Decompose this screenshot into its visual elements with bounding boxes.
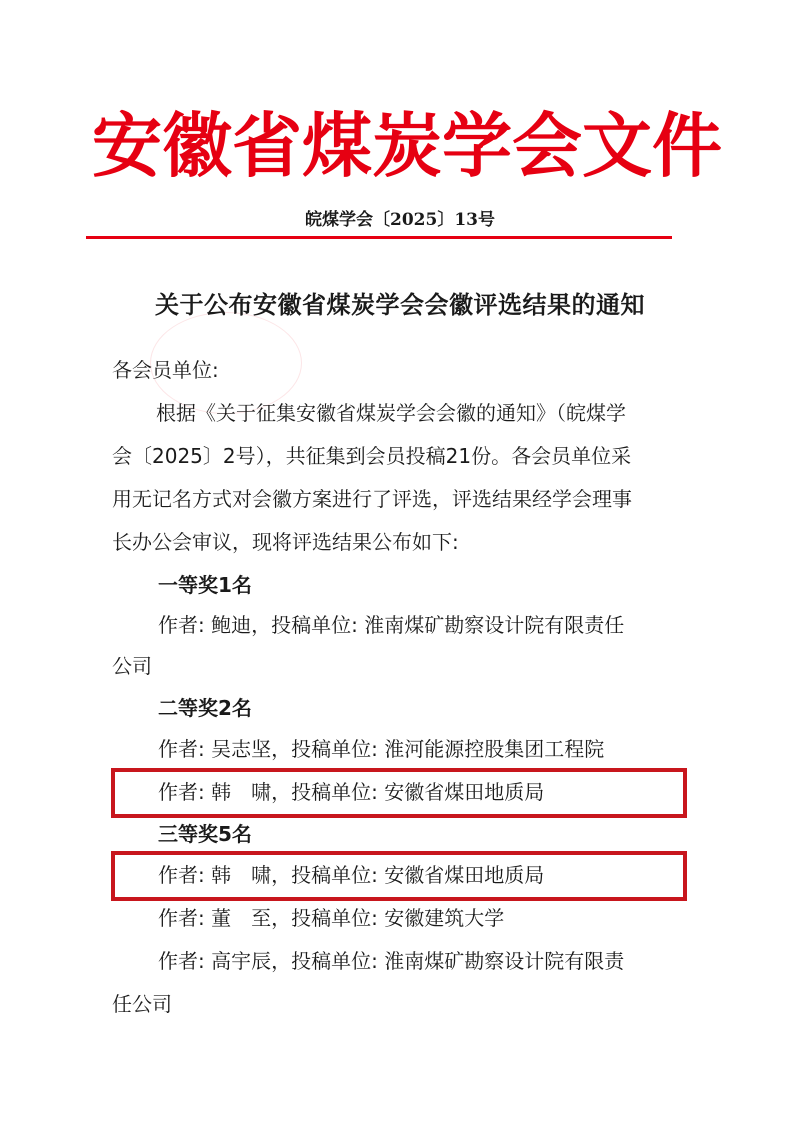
first-prize-entry-1-line-2: 公司 <box>112 654 152 678</box>
document-number: 皖煤学会〔2025〕13号 <box>305 210 495 230</box>
third-prize-heading: 三等奖5名 <box>158 822 252 846</box>
third-prize-entry-2: 作者: 董 至，投稿单位: 安徽建筑大学 <box>158 906 505 930</box>
salutation: 各会员单位: <box>112 358 219 382</box>
body-line-3: 用无记名方式对会徽方案进行了评选，评选结果经学会理事 <box>112 487 632 511</box>
first-prize-heading: 一等奖1名 <box>158 573 252 597</box>
notice-title: 关于公布安徽省煤炭学会会徽评选结果的通知 <box>155 290 645 319</box>
body-line-4: 长办公会审议，现将评选结果公布如下: <box>112 530 459 554</box>
body-line-2: 会〔2025〕2号），共征集到会员投稿21份。各会员单位采 <box>112 444 632 468</box>
third-prize-entry-1: 作者: 韩 啸，投稿单位: 安徽省煤田地质局 <box>158 863 545 887</box>
first-prize-entry-1-line-1: 作者: 鲍迪，投稿单位: 淮南煤矿勘察设计院有限责任 <box>158 613 625 637</box>
body-line-1: 根据《关于征集安徽省煤炭学会会徽的通知》（皖煤学 <box>156 401 626 425</box>
third-prize-entry-3-line-1: 作者: 高宇辰，投稿单位: 淮南煤矿勘察设计院有限责 <box>158 949 625 973</box>
document-header-title: 安徽省煤炭学会文件 <box>92 105 722 187</box>
second-prize-entry-1: 作者: 吴志坚，投稿单位: 淮河能源控股集团工程院 <box>158 737 605 761</box>
third-prize-entry-3-line-2: 任公司 <box>112 992 172 1016</box>
second-prize-heading: 二等奖2名 <box>158 696 252 720</box>
second-prize-entry-2: 作者: 韩 啸，投稿单位: 安徽省煤田地质局 <box>158 780 545 804</box>
red-divider-line <box>86 236 672 239</box>
